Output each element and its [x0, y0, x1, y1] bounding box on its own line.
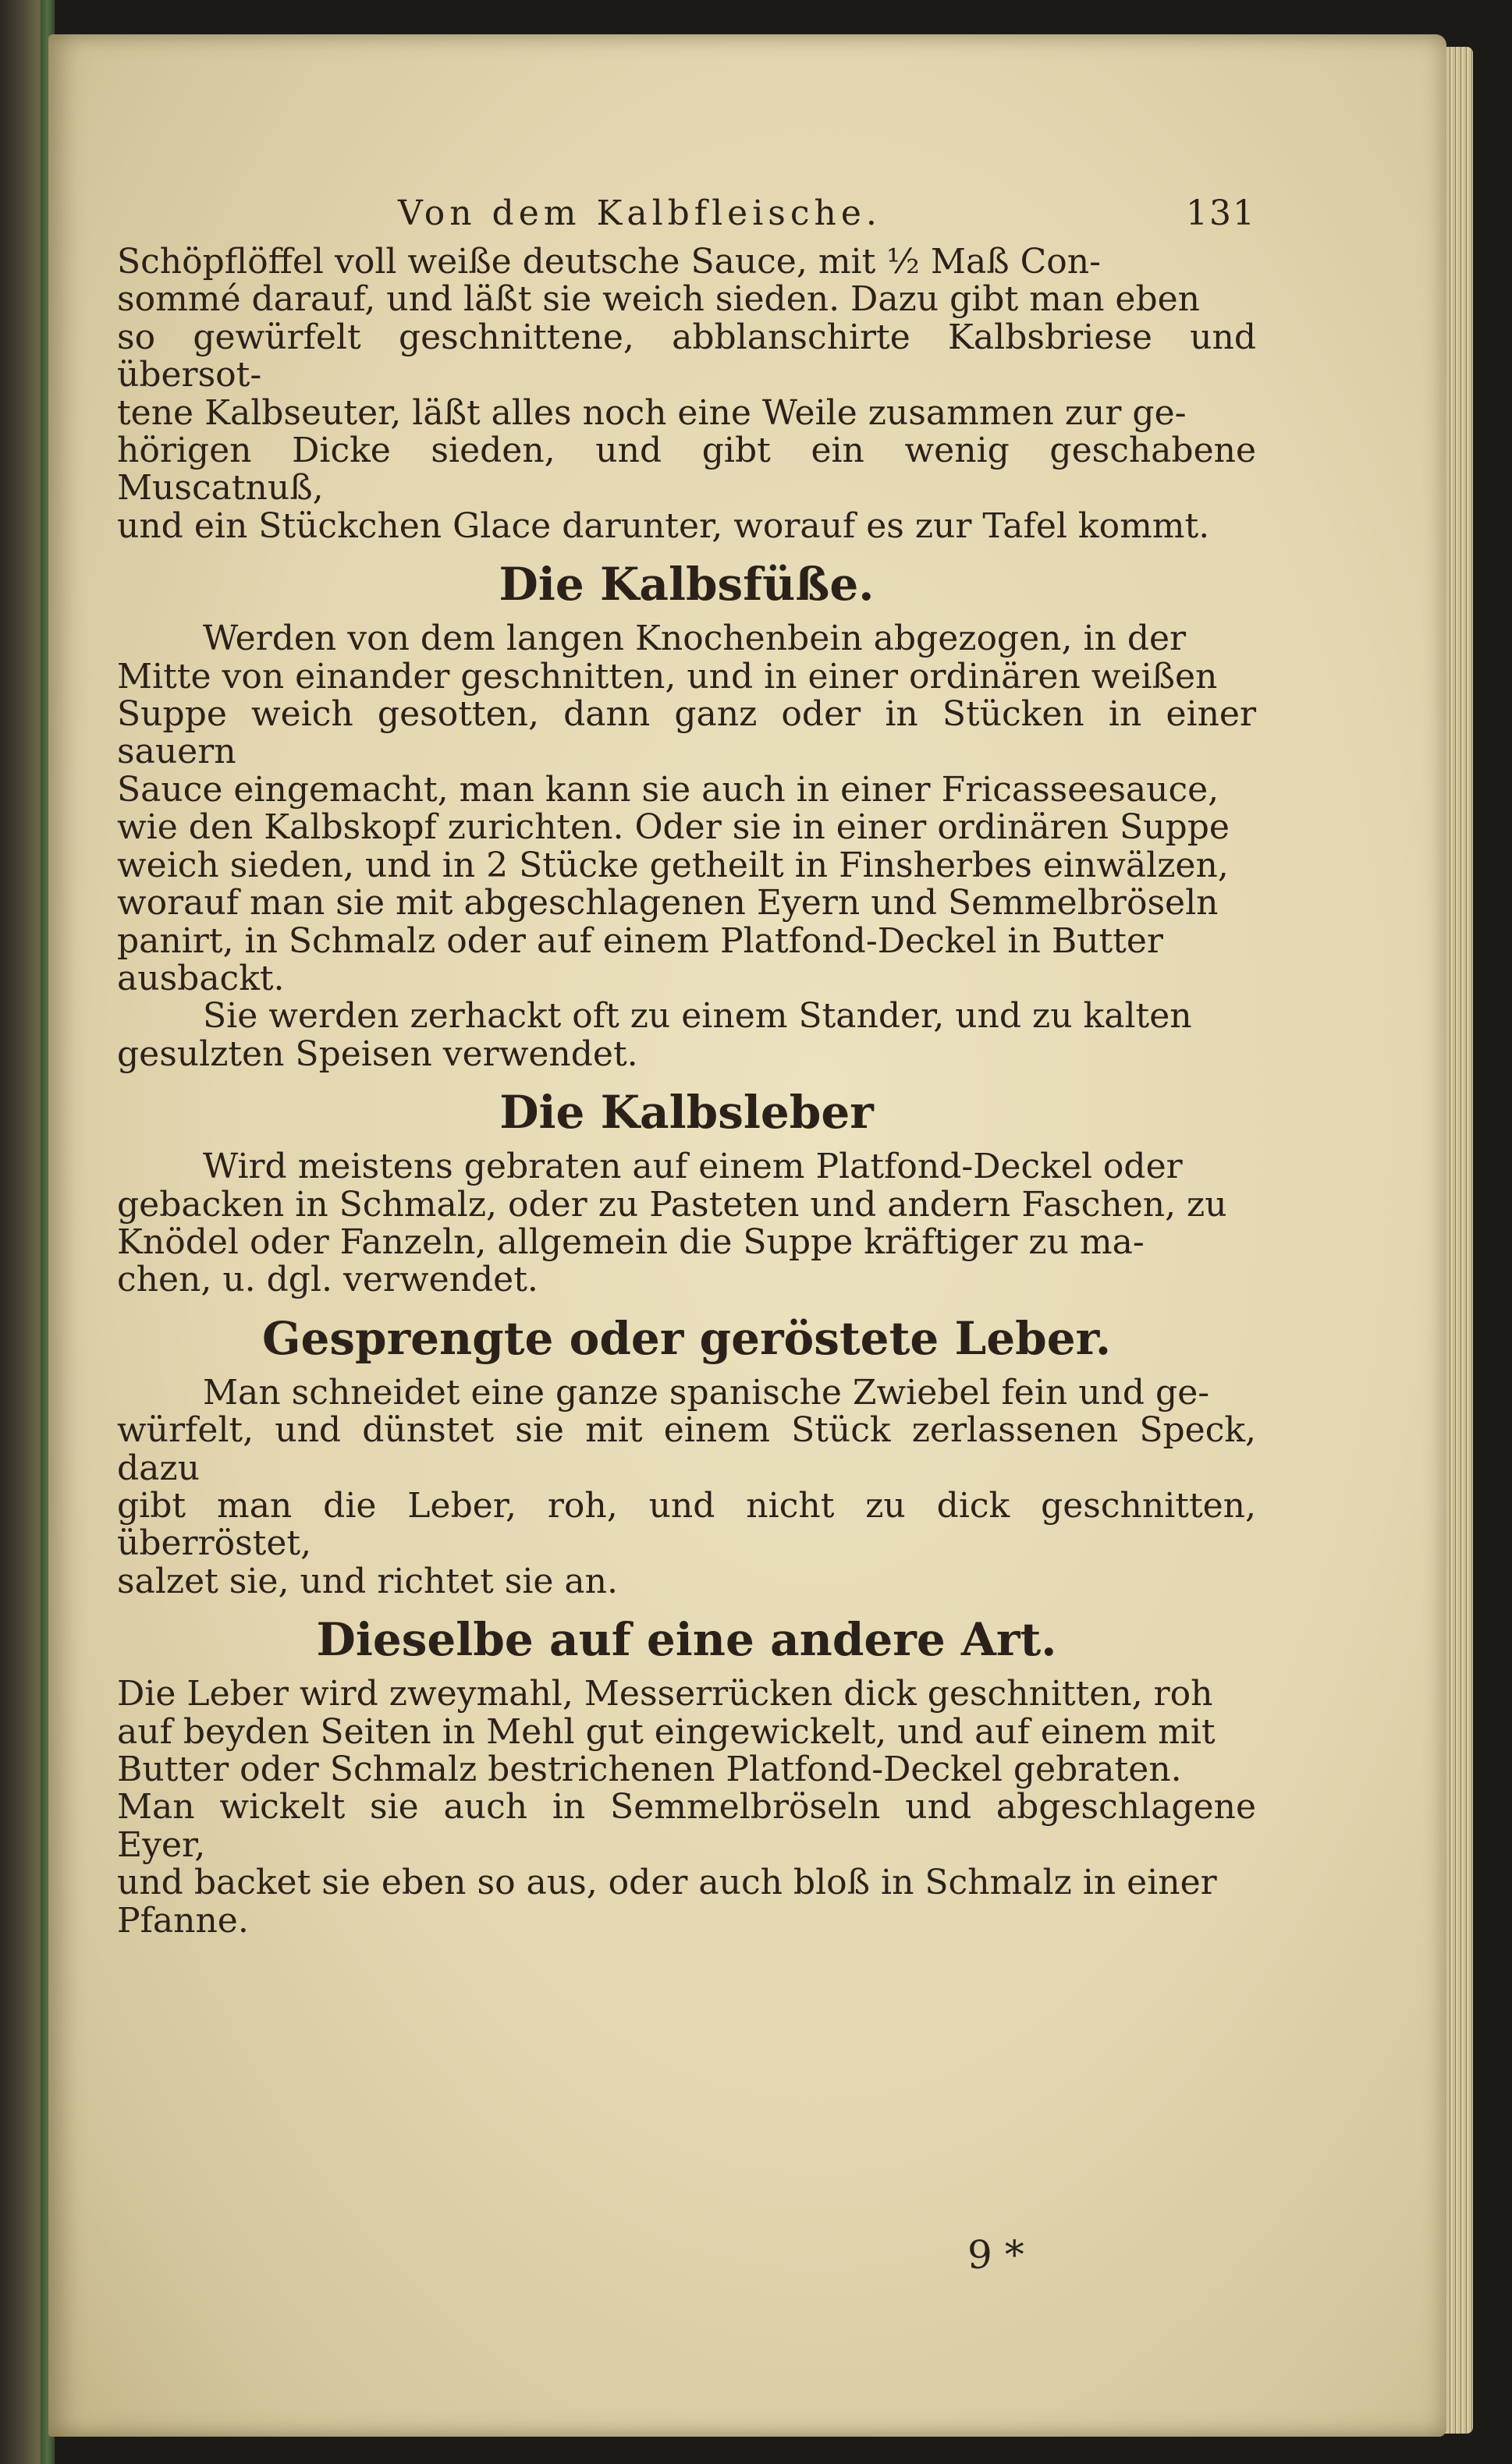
- paragraph: Sie werden zerhackt oft zu einem Stander, und zu kalten gesulzten Speisen verwendet.: [117, 996, 1192, 1074]
- page-number: 131: [1186, 193, 1256, 233]
- running-title: Von dem Kalbfleische.: [398, 193, 882, 233]
- running-head: [117, 195, 1256, 239]
- section-heading-kalbsleber: Die Kalbsleber: [499, 1086, 874, 1140]
- section-heading-geroestete-leber: Gesprengte oder geröstete Leber.: [261, 1311, 1112, 1365]
- paragraph: Werden von dem langen Knochenbein abgezogen, in der Mitte von einander geschnitten, und in einer ordinären weißen Suppe weich gesotten, dann ganz oder in Stücken in einer sauern Sauce eingemacht, man kann sie auch in einer Fricasseesauce, wie den Kalbskopf zurichten. Oder sie in einer ordinären Suppe weich sieden, und in 2 Stücke getheilt in Finsherbes einwälzen, worauf man sie mit abgeschlagenen Eyern und Semmelbröseln panirt, in Schmalz oder auf einem Platfond-Deckel in Butter ausbackt.: [117, 619, 1256, 998]
- paragraph: Man schneidet eine ganze spanische Zwiebel fein und ge- würfelt, und dünstet sie mit einem Stück zerlassenen Speck, dazu gibt man die Leber, roh, und nicht zu dick geschnitten, überröstet, salzet sie, und richtet sie an.: [117, 1372, 1256, 1601]
- section-heading-kalbsfuesse: Die Kalbsfüße.: [499, 558, 875, 612]
- section-heading-andere-art: Dieselbe auf eine andere Art.: [316, 1613, 1057, 1667]
- intro-paragraph: Schöpflöffel voll weiße deutsche Sauce, mit ½ Maß Con- sommé darauf, und läßt sie weich sieden. Dazu gibt man eben so gewürfelt geschnittene, abblanschirte Kalbsbriese und übersot- tene Kalbseuter, läßt alles noch eine Weile zusammen zur ge- hörigen Dicke sieden, und gibt ein wenig geschabene Muscatnuß, und ein Stückchen Glace darunter, worauf es zur Tafel kommt.: [117, 242, 1256, 546]
- page-text: [117, 195, 1256, 1940]
- paragraph: Die Leber wird zweymahl, Messerrücken dick geschnitten, roh auf beyden Seiten in Mehl gut eingewickelt, und auf einem mit Butter oder Schmalz bestrichenen Platfond-Deckel gebraten. Man wickelt sie auch in Semmelbröseln und abgeschlagene Eyer, und backet sie eben so aus, oder auch bloß in Schmalz in einer Pfanne.: [117, 1674, 1256, 1941]
- signature-mark: 9 *: [967, 2232, 1024, 2278]
- paragraph: Wird meistens gebraten auf einem Platfond-Deckel oder gebacken in Schmalz, oder zu Pasteten und andern Faschen, zu Knödel oder Fanzeln, allgemein die Suppe kräftiger zu ma- chen, u. dgl. verwendet.: [117, 1147, 1227, 1300]
- page-edges: [1442, 47, 1473, 2434]
